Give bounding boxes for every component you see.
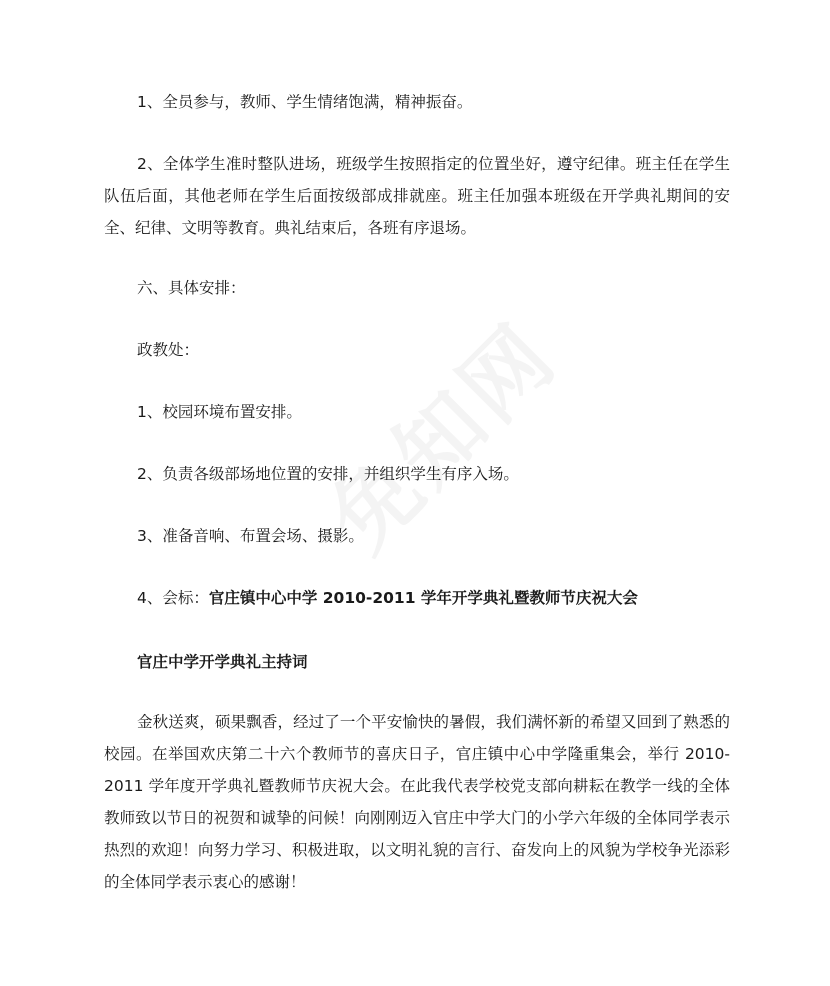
task-4-banner-title: 官庄镇中心中学 2010-2011 学年开学典礼暨教师节庆祝大会 bbox=[208, 589, 638, 607]
office-label: 政教处： bbox=[137, 341, 200, 359]
section-6-heading: 六、具体安排： bbox=[137, 279, 246, 297]
task-1: 1、校园环境布置安排。 bbox=[137, 403, 302, 421]
task-4-label: 4、会标： bbox=[137, 589, 209, 607]
task-3: 3、准备音响、布置会场、摄影。 bbox=[137, 527, 364, 545]
task-2: 2、负责各级部场地位置的安排，并组织学生有序入场。 bbox=[137, 465, 519, 483]
item-1: 1、全员参与，教师、学生情绪饱满，精神振奋。 bbox=[137, 93, 473, 111]
speech-body: 金秋送爽，硕果飘香，经过了一个平安愉快的暑假，我们满怀新的希望又回到了熟悉的校园。在举国欢庆第二十六个教师节的喜庆日子，官庄镇中心中学隆重集会，举行 2010-2011 学年度开学典礼暨教师节庆祝大会。在此我代表学校党支部向耕耘在教学一线的全体教师致以节日的祝贺和诚挚的问候！向刚刚迈入官庄中学大门的小学六年级的全体同学表示热烈的欢迎！向努力学习、积极进取，以文明礼貌的言行、奋发向上的风貌为学校争光添彩的全体同学表示衷心的感谢！ bbox=[104, 713, 730, 891]
task-4 bbox=[137, 587, 763, 609]
item-2: 2、全体学生准时整队进场，班级学生按照指定的位置坐好，遵守纪律。班主任在学生队伍后面，其他老师在学生后面按级部成排就座。班主任加强本班级在开学典礼期间的安全、纪律、文明等教育。典礼结束后，各班有序退场。 bbox=[104, 155, 730, 237]
speech-heading: 官庄中学开学典礼主持词 bbox=[137, 653, 308, 671]
